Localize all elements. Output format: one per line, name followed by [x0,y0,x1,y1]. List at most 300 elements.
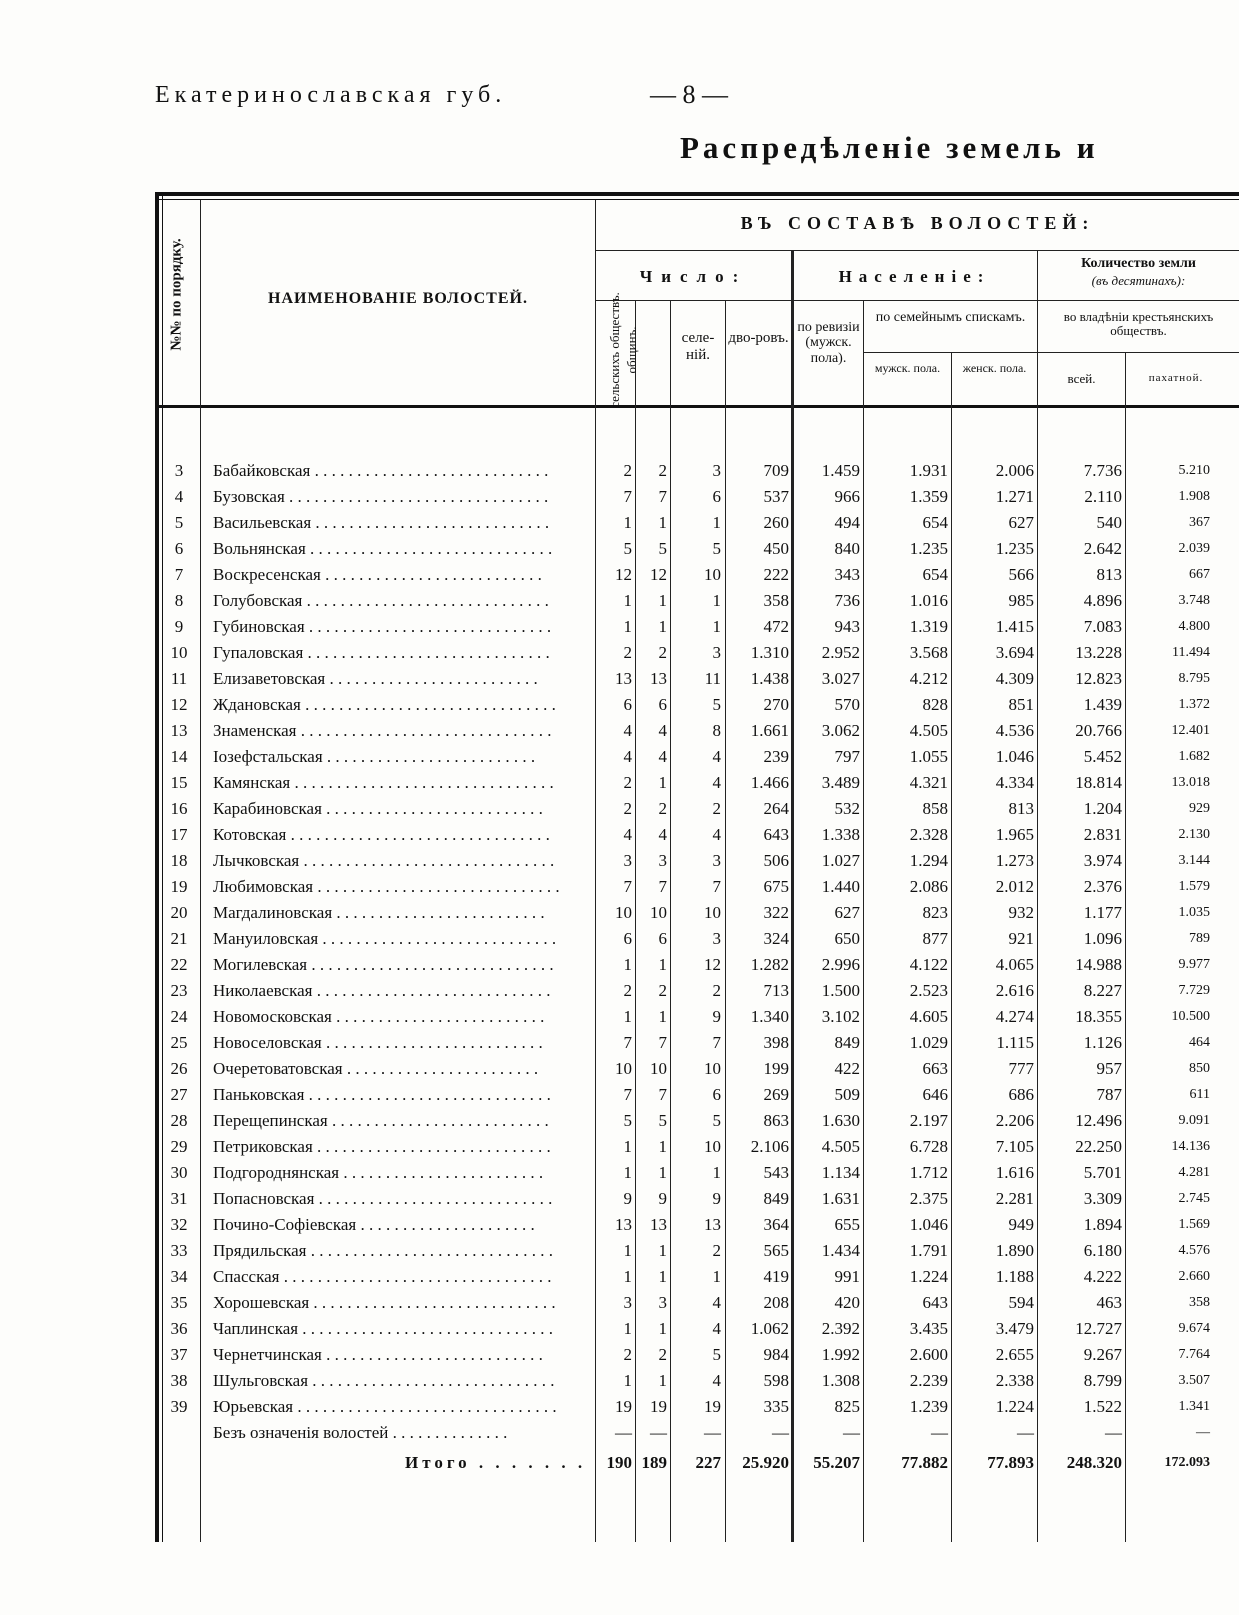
cell-rev: 420 [834,1293,860,1312]
cell-com: 13 [650,1215,667,1234]
cell-rev: — [843,1423,860,1442]
cell-all: 813 [1096,565,1122,584]
cell-f: 566 [1008,565,1034,584]
row-number: 14 [170,747,188,766]
cell-soc: 1 [623,1319,632,1338]
cell-rev: 1.338 [821,825,860,844]
cell-all: 1.204 [1083,799,1122,818]
cell-ar: 9.674 [1178,1321,1210,1336]
cell-all: 7.736 [1083,461,1122,480]
cell-set: 4 [712,825,721,844]
col-header-land-all: всей. [1067,371,1096,386]
volost-name: Камянская . . . . . . . . . . . . . . . . . . . . . . . . . . . . . . . [213,773,554,792]
row-number: 5 [174,513,184,532]
row-number: 16 [170,799,188,818]
volost-name: Очеретоватовская . . . . . . . . . . . . . . . . . . . . . . . [213,1059,539,1078]
cell-rev: 1.459 [821,461,860,480]
cell-hh: 849 [763,1189,789,1208]
cell-rev: 943 [834,617,860,636]
cell-com: 1 [658,1241,667,1260]
cell-f: 2.281 [995,1189,1034,1208]
cell-com: 2 [658,643,667,662]
cell-soc: 1 [623,1163,632,1182]
cell-f: 2.006 [995,461,1034,480]
cell-soc: 2 [623,1345,632,1364]
cell-hh: 1.661 [750,721,789,740]
cell-ar: 929 [1189,801,1210,816]
cell-m: 4.212 [909,669,948,688]
cell-com: 7 [658,1085,667,1104]
volost-name: Знаменская . . . . . . . . . . . . . . . . . . . . . . . . . . . . . . [213,721,552,740]
cell-set: 7 [712,1033,721,1052]
cell-m: 1.055 [909,747,948,766]
volost-name: Прядильская . . . . . . . . . . . . . . . . . . . . . . . . . . . . . [213,1241,553,1260]
volost-name: Губиновская . . . . . . . . . . . . . . . . . . . . . . . . . . . . . [213,617,552,636]
cell-com: 1 [658,1137,667,1156]
cell-all: 5.452 [1083,747,1122,766]
cell-set: 2 [712,799,721,818]
cell-set: 19 [704,1397,721,1416]
cell-rev: 825 [834,1397,860,1416]
cell-set: 4 [712,1319,721,1338]
cell-soc: 7 [623,1033,632,1052]
cell-rev: 650 [834,929,860,948]
cell-set: 2 [712,1241,721,1260]
volost-name: Юрьевская . . . . . . . . . . . . . . . . . . . . . . . . . . . . . . . [213,1397,557,1416]
header-rule [596,300,1239,301]
cell-set: 1 [712,1267,721,1286]
cell-soc: 1 [623,1137,632,1156]
cell-rev: 3.489 [821,773,860,792]
cell-com: 13 [650,669,667,688]
cell-f: 627 [1008,513,1034,532]
cell-soc: 12 [615,565,632,584]
row-number: 19 [170,877,188,896]
cell-hh: 675 [763,877,789,896]
cell-f: 985 [1008,591,1034,610]
cell-ar: 13.018 [1171,775,1210,790]
cell-all: 957 [1096,1059,1122,1078]
cell-ar: 4.281 [1178,1165,1210,1180]
cell-set: 4 [712,1293,721,1312]
cell-all: 9.267 [1083,1345,1122,1364]
cell-all: — [1105,1423,1122,1442]
row-number: 3 [174,461,184,480]
cell-ar: 7.764 [1178,1347,1210,1362]
cell-com: 7 [658,1033,667,1052]
cell-ar: 1.579 [1178,879,1210,894]
cell-m: 3.435 [909,1319,948,1338]
total-rev: 55.207 [813,1453,860,1472]
volost-name: Гупаловская . . . . . . . . . . . . . . . . . . . . . . . . . . . . . [213,643,550,662]
row-number: 35 [170,1293,188,1312]
volost-name: Подгороднянская . . . . . . . . . . . . . . . . . . . . . . . . [213,1163,544,1182]
cell-soc: 1 [623,1007,632,1026]
cell-set: 2 [712,981,721,1000]
cell-rev: 2.996 [821,955,860,974]
cell-rev: 3.062 [821,721,860,740]
cell-all: 7.083 [1083,617,1122,636]
volost-name: Попасновская . . . . . . . . . . . . . . . . . . . . . . . . . . . . [213,1189,553,1208]
cell-ar: 3.748 [1178,593,1210,608]
cell-soc: 4 [623,825,632,844]
col-header-revision: по ревизіи (мужск. пола). [797,320,860,366]
cell-m: 2.239 [909,1371,948,1390]
cell-ar: 850 [1189,1061,1210,1076]
cell-com: 1 [658,617,667,636]
cell-hh: 270 [763,695,789,714]
cell-hh: 358 [763,591,789,610]
cell-soc: 2 [623,643,632,662]
cell-hh: 450 [763,539,789,558]
cell-m: 6.728 [909,1137,948,1156]
cell-hh: 324 [763,929,789,948]
cell-hh: 2.106 [750,1137,789,1156]
cell-all: 1.522 [1083,1397,1122,1416]
row-number: 24 [170,1007,188,1026]
cell-rev: 1.631 [821,1189,860,1208]
cell-hh: 1.438 [750,669,789,688]
cell-com: 3 [658,851,667,870]
cell-rev: 422 [834,1059,860,1078]
cell-set: 5 [712,695,721,714]
row-number: 38 [170,1371,188,1390]
cell-hh: 984 [763,1345,789,1364]
cell-soc: 2 [623,773,632,792]
cell-rev: 840 [834,539,860,558]
cell-rev: 343 [834,565,860,584]
cell-set: 1 [712,591,721,610]
cell-rev: 991 [834,1267,860,1286]
volost-name: Спасская . . . . . . . . . . . . . . . . . . . . . . . . . . . . . . . . [213,1267,552,1286]
total-m: 77.882 [901,1453,948,1472]
cell-f: 813 [1008,799,1034,818]
row-number: 32 [170,1215,188,1234]
cell-soc: 1 [623,617,632,636]
cell-f: 1.271 [995,487,1034,506]
cell-ar: 10.500 [1171,1009,1210,1024]
row-number: 4 [174,487,184,506]
cell-ar: 358 [1189,1295,1210,1310]
cell-set: 4 [712,747,721,766]
cell-ar: 1.372 [1178,697,1210,712]
cell-com: 2 [658,799,667,818]
cell-all: 787 [1096,1085,1122,1104]
cell-rev: 1.440 [821,877,860,896]
cell-ar: — [1196,1425,1210,1440]
cell-ar: 4.576 [1178,1243,1210,1258]
cell-ar: 2.745 [1178,1191,1210,1206]
volost-name: Любимовская . . . . . . . . . . . . . . . . . . . . . . . . . . . . . [213,877,560,896]
cell-soc: 13 [615,1215,632,1234]
cell-soc: 2 [623,461,632,480]
row-number [161,1420,197,1446]
cell-all: 5.701 [1083,1163,1122,1182]
header-bottom-rule [155,405,1239,408]
cell-com: 9 [658,1189,667,1208]
cell-com: 10 [650,1059,667,1078]
cell-m: 4.122 [909,955,948,974]
cell-all: 2.110 [1084,487,1122,506]
cell-f: 4.536 [995,721,1034,740]
volost-name: Перещепинская . . . . . . . . . . . . . . . . . . . . . . . . . . [213,1111,549,1130]
cell-soc: 4 [623,747,632,766]
volost-name: Голубовская . . . . . . . . . . . . . . . . . . . . . . . . . . . . . [213,591,549,610]
cell-soc: — [615,1423,632,1442]
cell-all: 4.896 [1083,591,1122,610]
cell-hh: — [772,1423,789,1442]
cell-m: 2.328 [909,825,948,844]
cell-ar: 667 [1189,567,1210,582]
cell-ar: 9.977 [1178,957,1210,972]
volost-name: Почино-Софіевская . . . . . . . . . . . . . . . . . . . . . [213,1215,535,1234]
cell-all: 4.222 [1083,1267,1122,1286]
cell-hh: 269 [763,1085,789,1104]
cell-f: 2.655 [995,1345,1034,1364]
cell-rev: 736 [834,591,860,610]
group-header-main: ВЪ СОСТАВѢ ВОЛОСТЕЙ: [740,213,1095,233]
cell-soc: 5 [623,539,632,558]
col-header-settlements: селе-ній. [681,330,715,363]
cell-hh: 543 [763,1163,789,1182]
row-number: 11 [170,669,188,688]
cell-f: 686 [1008,1085,1034,1104]
cell-rev: 3.027 [821,669,860,688]
cell-all: 2.642 [1083,539,1122,558]
cell-rev: 1.308 [821,1371,860,1390]
statistical-table [155,192,1239,1542]
row-number: 37 [170,1345,188,1364]
row-number: 22 [170,955,188,974]
table-left-rule [155,192,159,1542]
cell-m: 1.359 [909,487,948,506]
cell-soc: 7 [623,877,632,896]
cell-soc: 7 [623,487,632,506]
cell-ar: 2.660 [1178,1269,1210,1284]
cell-hh: 1.062 [750,1319,789,1338]
row-number: 12 [170,695,188,714]
cell-rev: 797 [834,747,860,766]
volost-name: Ждановская . . . . . . . . . . . . . . . . . . . . . . . . . . . . . . [213,695,556,714]
row-number: 30 [170,1163,188,1182]
cell-all: 18.355 [1075,1007,1122,1026]
volost-name: Мануиловская . . . . . . . . . . . . . . . . . . . . . . . . . . . . [213,929,557,948]
cell-f: 2.012 [995,877,1034,896]
cell-f: 1.965 [995,825,1034,844]
cell-rev: 1.992 [821,1345,860,1364]
cell-rev: 627 [834,903,860,922]
cell-all: 1.894 [1083,1215,1122,1234]
volost-name: Новомосковская . . . . . . . . . . . . . . . . . . . . . . . . . [213,1007,545,1026]
cell-hh: 1.310 [750,643,789,662]
cell-soc: 19 [615,1397,632,1416]
cell-hh: 472 [763,617,789,636]
cell-f: 1.415 [995,617,1034,636]
cell-all: 6.180 [1083,1241,1122,1260]
cell-com: 1 [658,591,667,610]
volost-name: Бабайковская . . . . . . . . . . . . . . . . . . . . . . . . . . . . [213,461,549,480]
cell-soc: 10 [615,903,632,922]
cell-hh: 260 [763,513,789,532]
cell-hh: 863 [763,1111,789,1130]
cell-all: 2.831 [1083,825,1122,844]
cell-all: 2.376 [1083,877,1122,896]
cell-rev: 509 [834,1085,860,1104]
cell-f: 3.694 [995,643,1034,662]
cell-all: 1.177 [1083,903,1122,922]
cell-m: 823 [922,903,948,922]
cell-all: 22.250 [1075,1137,1122,1156]
cell-all: 1.126 [1083,1033,1122,1052]
cell-all: 1.096 [1083,929,1122,948]
cell-com: 1 [658,1371,667,1390]
total-ar: 172.093 [1164,1455,1210,1470]
cell-com: 7 [658,877,667,896]
cell-set: 13 [704,1215,721,1234]
cell-all: 18.814 [1075,773,1122,792]
cell-hh: 537 [763,487,789,506]
volost-name: Іозефстальская . . . . . . . . . . . . . . . . . . . . . . . . . [213,747,536,766]
cell-m: 663 [922,1059,948,1078]
row-number: 7 [174,565,184,584]
cell-rev: 1.134 [821,1163,860,1182]
cell-hh: 419 [763,1267,789,1286]
cell-com: 1 [658,1007,667,1026]
cell-soc: 6 [623,929,632,948]
cell-hh: 364 [763,1215,789,1234]
cell-set: 6 [712,1085,721,1104]
cell-m: 2.600 [909,1345,948,1364]
volost-name: Безъ означенія волостей . . . . . . . . . . . . . . [213,1423,508,1442]
cell-set: 3 [712,929,721,948]
cell-ar: 7.729 [1178,983,1210,998]
cell-soc: 2 [623,981,632,1000]
cell-soc: 3 [623,1293,632,1312]
cell-m: 2.086 [909,877,948,896]
cell-f: — [1017,1423,1034,1442]
total-all: 248.320 [1066,1453,1122,1472]
cell-soc: 2 [623,799,632,818]
col-header-row-no: №№ по порядку. [168,238,185,351]
total-hh: 25.920 [742,1453,789,1472]
page-title: Распредѣленіе земель и [680,130,1099,165]
cell-hh: 598 [763,1371,789,1390]
cell-hh: 264 [763,799,789,818]
volost-name: Паньковская . . . . . . . . . . . . . . . . . . . . . . . . . . . . . [213,1085,551,1104]
cell-f: 949 [1008,1215,1034,1234]
col-header-land-arable: пахатной. [1148,372,1204,384]
volost-name: Котовская . . . . . . . . . . . . . . . . . . . . . . . . . . . . . . . [213,825,550,844]
cell-m: 1.224 [909,1267,948,1286]
cell-ar: 8.795 [1178,671,1210,686]
cell-set: 3 [712,643,721,662]
cell-f: 4.309 [995,669,1034,688]
cell-ar: 12.401 [1171,723,1210,738]
cell-soc: 6 [623,695,632,714]
col-header-name: НАИМЕНОВАНІЕ ВОЛОСТЕЙ. [268,290,528,307]
cell-f: 1.188 [995,1267,1034,1286]
cell-soc: 4 [623,721,632,740]
group-header-land: Количество земли [1081,256,1196,271]
cell-hh: 322 [763,903,789,922]
cell-f: 1.273 [995,851,1034,870]
volost-name: Воскресенская . . . . . . . . . . . . . . . . . . . . . . . . . . [213,565,542,584]
cell-set: 3 [712,461,721,480]
cell-ar: 1.035 [1178,905,1210,920]
volost-name: Вольнянская . . . . . . . . . . . . . . . . . . . . . . . . . . . . . [213,539,553,558]
volost-name: Шульговская . . . . . . . . . . . . . . . . . . . . . . . . . . . . . [213,1371,555,1390]
cell-set: 11 [704,669,721,688]
cell-ar: 789 [1189,931,1210,946]
cell-f: 921 [1008,929,1034,948]
cell-f: 1.235 [995,539,1034,558]
cell-ar: 11.494 [1172,645,1210,660]
cell-f: 2.338 [995,1371,1034,1390]
cell-ar: 9.091 [1178,1113,1210,1128]
cell-set: 1 [712,617,721,636]
col-header-male: мужск. пола. [874,361,941,375]
cell-soc: 7 [623,1085,632,1104]
volost-name: Новоселовская . . . . . . . . . . . . . . . . . . . . . . . . . . [213,1033,543,1052]
row-number: 9 [174,617,184,636]
cell-m: 877 [922,929,948,948]
cell-all: 14.988 [1075,955,1122,974]
page-number: — 8 — [650,80,728,109]
cell-f: 1.115 [996,1033,1034,1052]
cell-set: 9 [712,1189,721,1208]
cell-hh: 643 [763,825,789,844]
cell-com: 1 [658,1267,667,1286]
row-number: 28 [170,1111,188,1130]
cell-set: 9 [712,1007,721,1026]
cell-m: 1.046 [909,1215,948,1234]
cell-ar: 5.210 [1178,463,1210,478]
cell-soc: 10 [615,1059,632,1078]
volost-name: Бузовская . . . . . . . . . . . . . . . . . . . . . . . . . . . . . . . [213,487,549,506]
cell-f: 1.890 [995,1241,1034,1260]
row-number: 10 [170,643,188,662]
volost-name: Могилевская . . . . . . . . . . . . . . . . . . . . . . . . . . . . . [213,955,554,974]
cell-set: 5 [712,1111,721,1130]
total-f: 77.893 [987,1453,1034,1472]
cell-com: 4 [658,747,667,766]
col-header-possession: во владѣніи крестьянскихъ обществъ. [1063,309,1214,339]
row-number: 21 [170,929,188,948]
row-number: 17 [170,825,188,844]
cell-ar: 2.130 [1178,827,1210,842]
cell-com: 6 [658,695,667,714]
group-header-count: Число: [639,267,748,286]
volost-name: Магдалиновская . . . . . . . . . . . . . . . . . . . . . . . . . [213,903,545,922]
cell-soc: 1 [623,591,632,610]
cell-com: 2 [658,461,667,480]
cell-rev: 570 [834,695,860,714]
volost-name: Петриковская . . . . . . . . . . . . . . . . . . . . . . . . . . . . [213,1137,551,1156]
cell-set: 8 [712,721,721,740]
row-number: 23 [170,981,188,1000]
cell-com: 4 [658,721,667,740]
cell-m: 1.712 [909,1163,948,1182]
cell-m: 2.375 [909,1189,948,1208]
volost-name: Васильевская . . . . . . . . . . . . . . . . . . . . . . . . . . . . [213,513,550,532]
col-header-societies: сельскихъ обществъ. [607,292,622,408]
cell-rev: 849 [834,1033,860,1052]
cell-com: 6 [658,929,667,948]
cell-ar: 3.507 [1178,1373,1210,1388]
cell-soc: 1 [623,1267,632,1286]
cell-hh: 713 [763,981,789,1000]
cell-all: 3.974 [1083,851,1122,870]
